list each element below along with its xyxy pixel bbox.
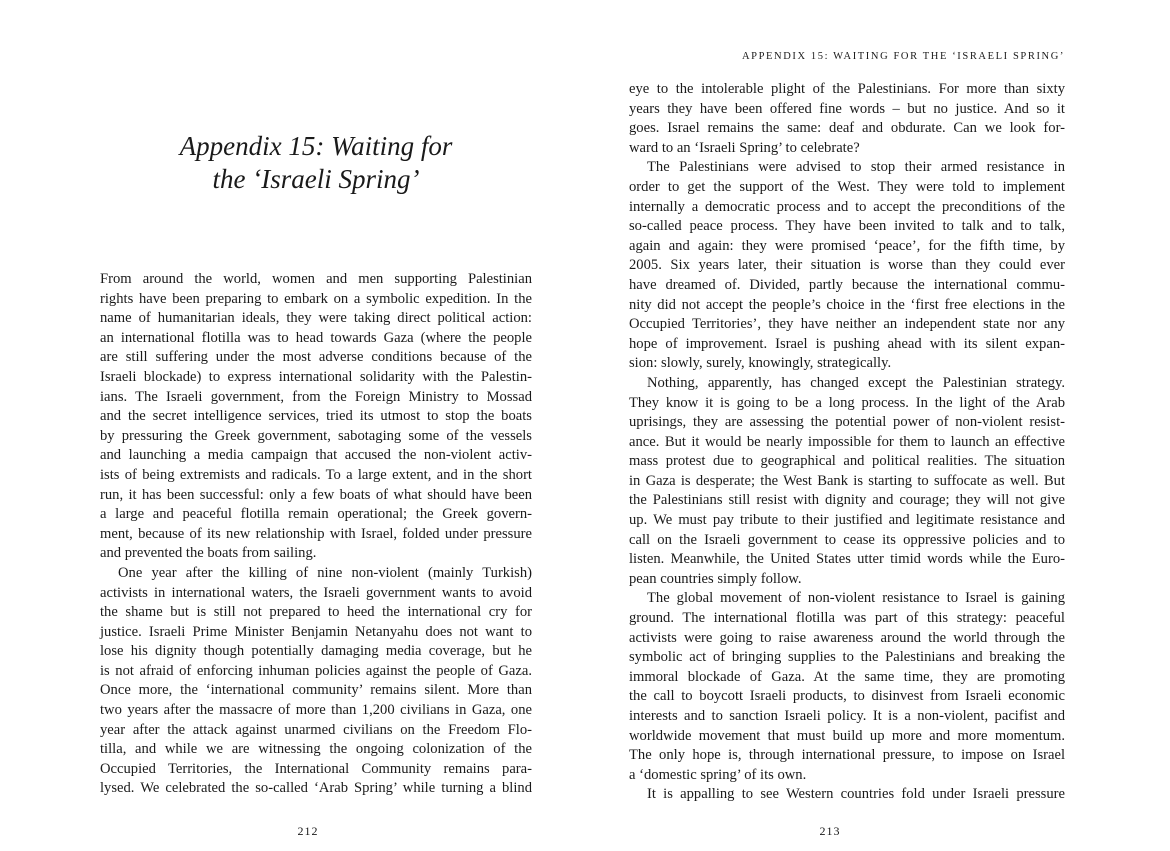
- text-line: It is appalling to see Western countries fold under Israeli pressure: [647, 786, 1065, 803]
- text-line: ance. But it would be nearly impossible for them to launch an effective: [629, 433, 1065, 450]
- text-line: ment, because of its new relationship with Israel, folded under pressure: [100, 525, 532, 542]
- text-line: in Gaza is desperate; the West Bank is starting to suffocate as well. But: [629, 472, 1065, 489]
- text-line: a ‘domestic spring’ of its own.: [629, 766, 807, 783]
- text-line: Occupied Territories, the International Community remains para-: [100, 760, 532, 777]
- text-line: internally a democratic process and to accept the preconditions of the: [629, 198, 1065, 215]
- text-line: ists of being extremists and radicals. To a large extent, and in the short: [100, 466, 532, 483]
- text-line: order to get the support of the West. They were told to implement: [629, 178, 1065, 195]
- text-line: run, it has been successful: only a few boats of what should have been: [100, 486, 532, 503]
- text-line: symbolic act of bringing supplies to the Palestinians and breaking the: [629, 649, 1065, 666]
- text-line: They know it is going to be a long process. In the light of the Arab: [629, 394, 1065, 411]
- text-line: the shame but is still not prepared to heed the international cry for: [100, 604, 532, 621]
- text-line: by pressuring the Greek government, sabotaging some of the vessels: [100, 427, 532, 444]
- text-line: so-called peace process. They have been invited to talk and to talk,: [629, 218, 1065, 235]
- text-line: sion: slowly, surely, knowingly, strategically.: [629, 355, 892, 372]
- text-line: lysed. We celebrated the so-called ‘Arab Spring’ while turning a blind: [100, 780, 532, 797]
- text-line: The global movement of non-violent resistance to Israel is gaining: [647, 590, 1065, 607]
- text-line: rights have been preparing to embark on a symbolic expedition. In the: [100, 290, 532, 307]
- page-number-left: 212: [297, 824, 319, 838]
- text-line: eye to the intolerable plight of the Palestinians. For more than sixty: [629, 81, 1065, 97]
- text-line: interests and to sanction Israeli policy. It is a non-violent, pacifist and: [629, 708, 1065, 724]
- text-line: name of humanitarian ideals, they were taking direct political action:: [100, 310, 532, 327]
- text-line: The only hope is, through international pressure, to impose on Israel: [629, 747, 1065, 764]
- text-line: an international flotilla was to head towards Gaza (where the people: [100, 329, 532, 346]
- text-line: is not afraid of enforcing inhuman policies against the people of Gaza.: [100, 662, 532, 679]
- running-header: APPENDIX 15: WAITING FOR THE ‘ISRAELI SPRING’: [741, 51, 1065, 62]
- text-line: are still suffering under the most adverse conditions because of the: [100, 349, 532, 366]
- text-line: 2005. Six years later, their situation is worse than they could ever: [629, 257, 1065, 274]
- text-line: uprisings, they are assessing the potential power of non-violent resist-: [629, 414, 1065, 431]
- text-line: justice. Israeli Prime Minister Benjamin Netanyahu does not want to: [100, 623, 532, 640]
- text-line: ians. The Israeli government, from the Foreign Ministry to Mossad: [100, 388, 532, 405]
- title-line-1: Appendix 15: Waiting for: [179, 131, 453, 161]
- right-page: [585, 0, 1170, 851]
- text-line: the Palestinians still resist with dignity and courage; they will not give: [629, 492, 1065, 509]
- text-line: and launching a media campaign that accused the non-violent activ-: [100, 447, 532, 464]
- text-line: One year after the killing of nine non-violent (mainly Turkish): [118, 564, 532, 581]
- text-line: worldwide movement that must build up more and more momentum.: [629, 727, 1065, 744]
- text-line: again and again: they were promised ‘peace’, for the fifth time, by: [629, 237, 1065, 254]
- text-line: From around the world, women and men supporting Palestinian: [100, 271, 532, 287]
- text-line: year after the attack against unarmed civilians on the Freedom Flo-: [100, 721, 532, 738]
- text-line: Israeli blockade) to express international solidarity with the Palestin-: [100, 368, 532, 385]
- text-line: Once more, the ‘international community’ remains silent. More than: [100, 682, 532, 699]
- title-line-2: the ‘Israeli Spring’: [212, 164, 420, 194]
- text-line: years they have been offered fine words – but no justice. And so it: [629, 100, 1065, 117]
- text-line: hope of improvement. Israel is pushing ahead with its silent expan-: [629, 335, 1065, 352]
- text-line: The Palestinians were advised to stop their armed resistance in: [647, 159, 1065, 176]
- text-line: tilla, and while we are witnessing the ongoing colonization of the: [100, 741, 532, 758]
- text-line: two years after the massacre of more than 1,200 civilians in Gaza, one: [100, 702, 532, 719]
- page-number-right: 213: [819, 824, 841, 838]
- text-line: pean countries simply follow.: [629, 570, 802, 587]
- text-line: a large and peaceful flotilla remain operational; the Greek govern-: [100, 506, 532, 523]
- text-line: activists in international waters, the Israeli government wants to avoid: [100, 584, 532, 601]
- text-line: ground. The international flotilla was part of this strategy: peaceful: [629, 610, 1065, 627]
- text-line: the call to boycott Israeli products, to disinvest from Israeli economic: [629, 688, 1065, 705]
- text-line: up. We must pay tribute to their justified and legitimate resistance and: [629, 512, 1065, 529]
- text-line: listen. Meanwhile, the United States utter timid words while the Euro-: [629, 551, 1065, 568]
- text-line: nity did not accept the people’s choice in the ‘first free elections in the: [629, 296, 1065, 313]
- text-line: and the secret intelligence services, tried its utmost to stop the boats: [100, 408, 532, 425]
- text-line: ward to an ‘Israeli Spring’ to celebrate?: [629, 139, 860, 156]
- text-line: activists were going to raise awareness around the world through the: [629, 629, 1065, 646]
- right-body-text: [629, 80, 1065, 805]
- left-body-text: [100, 270, 532, 799]
- text-line: lose his dignity though potentially damaging media coverage, but he: [100, 643, 532, 660]
- text-line: have dreamed of. Divided, partly because the international commu-: [629, 276, 1065, 293]
- text-line: Nothing, apparently, has changed except the Palestinian strategy.: [647, 374, 1065, 391]
- text-line: and prevented the boats from sailing.: [100, 545, 317, 562]
- text-line: Occupied Territories’, they have neither an independent state nor any: [629, 316, 1065, 333]
- text-line: call on the Israeli government to cease its oppressive policies and to: [629, 531, 1065, 548]
- text-line: goes. Israel remains the same: deaf and obdurate. Can we look for-: [629, 120, 1065, 137]
- appendix-title: [100, 130, 532, 196]
- text-line: immoral blockade of Gaza. At the same time, they are promoting: [629, 668, 1065, 685]
- text-line: mass protest due to geographical and political realities. The situation: [629, 453, 1065, 470]
